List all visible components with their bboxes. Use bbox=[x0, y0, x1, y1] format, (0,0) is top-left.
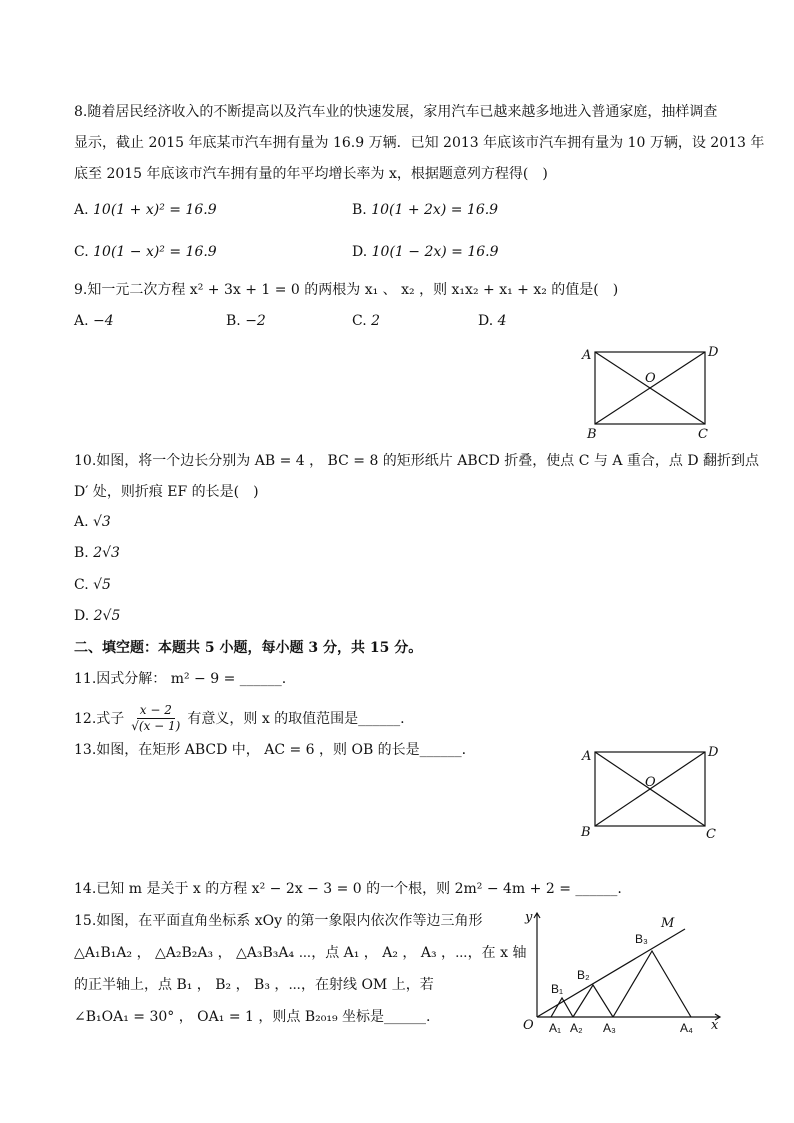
coordinate-figure-q15 bbox=[515, 905, 730, 1040]
q9-text: 9.知一元二次方程 x² + 3x + 1 = 0 的两根为 x₁ 、 x₂ ，则 x₁x₂ + x₁ + x₂ 的值是( ) bbox=[74, 282, 619, 298]
point-label-b1: B₁ bbox=[551, 982, 564, 996]
q10-line-1: 10.如图，将一个边长分别为 AB = 4 ， BC = 8 的矩形纸片 ABCD 折叠，使点 C 与 A 重合，点 D 翻折到点 bbox=[74, 453, 760, 469]
point-label-d: D bbox=[708, 745, 719, 760]
q8-option-c[interactable]: C. 10(1 − x)² = 16.9 bbox=[74, 244, 217, 260]
q15-line-4: ∠B₁OA₁ = 30° ， OA₁ = 1 ，则点 B₂₀₁₉ 坐标是______. bbox=[74, 1009, 431, 1025]
q15-line-2: △A₁B₁A₂ ， △A₂B₂A₃ ， △A₃B₃A₄ ⋯，点 A₁ ， A₂ ， A₃ ，⋯，在 x 轴 bbox=[74, 945, 527, 961]
q10-option-c[interactable]: C. √5 bbox=[74, 577, 111, 593]
point-label-d: D bbox=[708, 345, 719, 360]
q12-text: 12.式子 x − 2 √(x − 1) 有意义，则 x 的取值范围是______. bbox=[74, 702, 405, 733]
axis-label-x: x bbox=[711, 1018, 719, 1033]
point-label-b: B bbox=[587, 427, 597, 442]
q8-option-a[interactable]: A. 10(1 + x)² = 16.9 bbox=[74, 202, 217, 218]
point-label-c: C bbox=[698, 427, 708, 442]
q12-fraction: x − 2 √(x − 1) bbox=[131, 702, 181, 733]
q11-text: 11.因式分解： m² − 9 = ______. bbox=[74, 671, 287, 687]
point-label-a4: A₄ bbox=[680, 1021, 693, 1035]
q9-option-a[interactable]: A. −4 bbox=[74, 313, 114, 329]
point-label-a1: A₁ bbox=[549, 1021, 562, 1035]
point-label-b3: B₃ bbox=[635, 932, 648, 946]
q8-line-3: 底至 2015 年底该市汽车拥有量的年平均增长率为 x，根据题意列方程得( ) bbox=[74, 166, 548, 182]
point-label-b: B bbox=[581, 825, 591, 840]
ray-label-m: M bbox=[661, 916, 675, 931]
point-label-b2: B₂ bbox=[577, 968, 590, 982]
point-label-a2: A₂ bbox=[570, 1021, 583, 1035]
q9-option-b[interactable]: B. −2 bbox=[226, 313, 266, 329]
point-label-a: A bbox=[582, 348, 592, 363]
q15-line-3: 的正半轴上，点 B₁ ， B₂ ， B₃ ，⋯，在射线 OM 上，若 bbox=[74, 977, 434, 993]
rectangle-figure-q10 bbox=[575, 340, 735, 445]
q13-text: 13.如图，在矩形 ABCD 中， AC = 6 ，则 OB 的长是______. bbox=[74, 742, 467, 758]
point-label-o: O bbox=[645, 371, 656, 386]
q10-line-2: D′ 处，则折痕 EF 的长是( ) bbox=[74, 484, 259, 500]
rectangle-figure-q13 bbox=[575, 740, 735, 845]
q8-option-b[interactable]: B. 10(1 + 2x) = 16.9 bbox=[352, 202, 499, 218]
point-label-o: O bbox=[645, 775, 656, 790]
q10-option-a[interactable]: A. √3 bbox=[74, 514, 111, 530]
origin-label-o: O bbox=[523, 1018, 534, 1033]
point-label-a3: A₃ bbox=[603, 1021, 616, 1035]
q8-line-1: 8.随着居民经济收入的不断提高以及汽车业的快速发展，家用汽车已越来越多地进入普通家庭，抽样调查 bbox=[74, 104, 718, 120]
axis-label-y: y bbox=[525, 910, 533, 925]
q8-option-d[interactable]: D. 10(1 − 2x) = 16.9 bbox=[352, 244, 499, 260]
q10-option-b[interactable]: B. 2√3 bbox=[74, 545, 120, 561]
q9-option-c[interactable]: C. 2 bbox=[352, 313, 381, 329]
q10-option-d[interactable]: D. 2√5 bbox=[74, 608, 121, 624]
section-heading-fill-in: 二、填空题：本题共 5 小题，每小题 3 分，共 15 分。 bbox=[74, 640, 423, 656]
q8-line-2: 显示，截止 2015 年底某市汽车拥有量为 16.9 万辆．已知 2013 年底该市汽车拥有量为 10 万辆，设 2013 年 bbox=[74, 135, 765, 151]
q15-line-1: 15.如图，在平面直角坐标系 xOy 的第一象限内依次作等边三角形 bbox=[74, 913, 483, 929]
point-label-a: A bbox=[582, 749, 592, 764]
q9-option-d[interactable]: D. 4 bbox=[478, 313, 507, 329]
point-label-c: C bbox=[706, 827, 716, 842]
q14-text: 14.已知 m 是关于 x 的方程 x² − 2x − 3 = 0 的一个根，则 2m² − 4m + 2 = ______. bbox=[74, 881, 622, 897]
